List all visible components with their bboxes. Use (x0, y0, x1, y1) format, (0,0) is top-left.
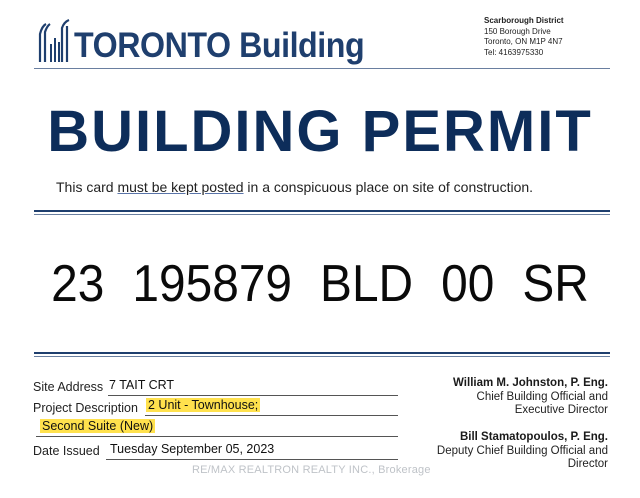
header-divider (34, 68, 610, 69)
office-address-line2: Toronto, ON M1P 4N7 (484, 37, 563, 46)
date-issued-underline (106, 459, 398, 460)
signatory-title-line2: Executive Director (514, 404, 608, 416)
permit-title: BUILDING PERMIT (47, 99, 593, 164)
signatory-title-line1: Deputy Chief Building Official and (436, 444, 608, 457)
signatory-chief (368, 377, 608, 418)
project-description-line1: 2 Unit - Townhouse; (148, 398, 259, 412)
notice-text-post: in a conspicuous place on site of construction. (243, 179, 534, 195)
brokerage-watermark: RE/MAX REALTRON REALTY INC., Brokerage (192, 464, 431, 476)
permit-number-top-divider (34, 210, 610, 215)
toronto-city-hall-logo-icon (36, 18, 72, 64)
notice-text-pre: This card (56, 179, 118, 195)
project-description-underline2 (36, 436, 398, 437)
posting-notice (56, 179, 533, 195)
project-description-label: Project Description (33, 401, 138, 415)
site-address-underline (108, 395, 398, 396)
notice-text-underlined: must be kept posted (117, 179, 244, 195)
project-description-line2: Second Suite (New) (42, 419, 154, 433)
district-office-address (484, 16, 564, 58)
office-address-line1: 150 Borough Drive (484, 26, 551, 36)
permit-number: 23 195879 BLD 00 SR (51, 255, 589, 313)
signatory-name: Bill Stamatopoulos, P. Eng. (459, 431, 608, 443)
toronto-building-logo-text: TORONTO Building (74, 26, 365, 65)
signatory-name: William M. Johnston, P. Eng. (453, 377, 608, 389)
permit-number-bottom-divider (34, 352, 610, 357)
signatory-title-line2: Director (567, 458, 608, 470)
date-issued-value: Tuesday September 05, 2023 (110, 442, 275, 456)
signatory-title-line1: Chief Building Official and (476, 390, 608, 403)
office-tel: Tel: 4163975330 (484, 47, 544, 57)
project-description-underline1 (145, 415, 398, 416)
site-address-label: Site Address (33, 380, 104, 394)
office-name: Scarborough District (484, 16, 564, 25)
site-address-value: 7 TAIT CRT (109, 378, 175, 392)
date-issued-label: Date Issued (33, 444, 100, 458)
